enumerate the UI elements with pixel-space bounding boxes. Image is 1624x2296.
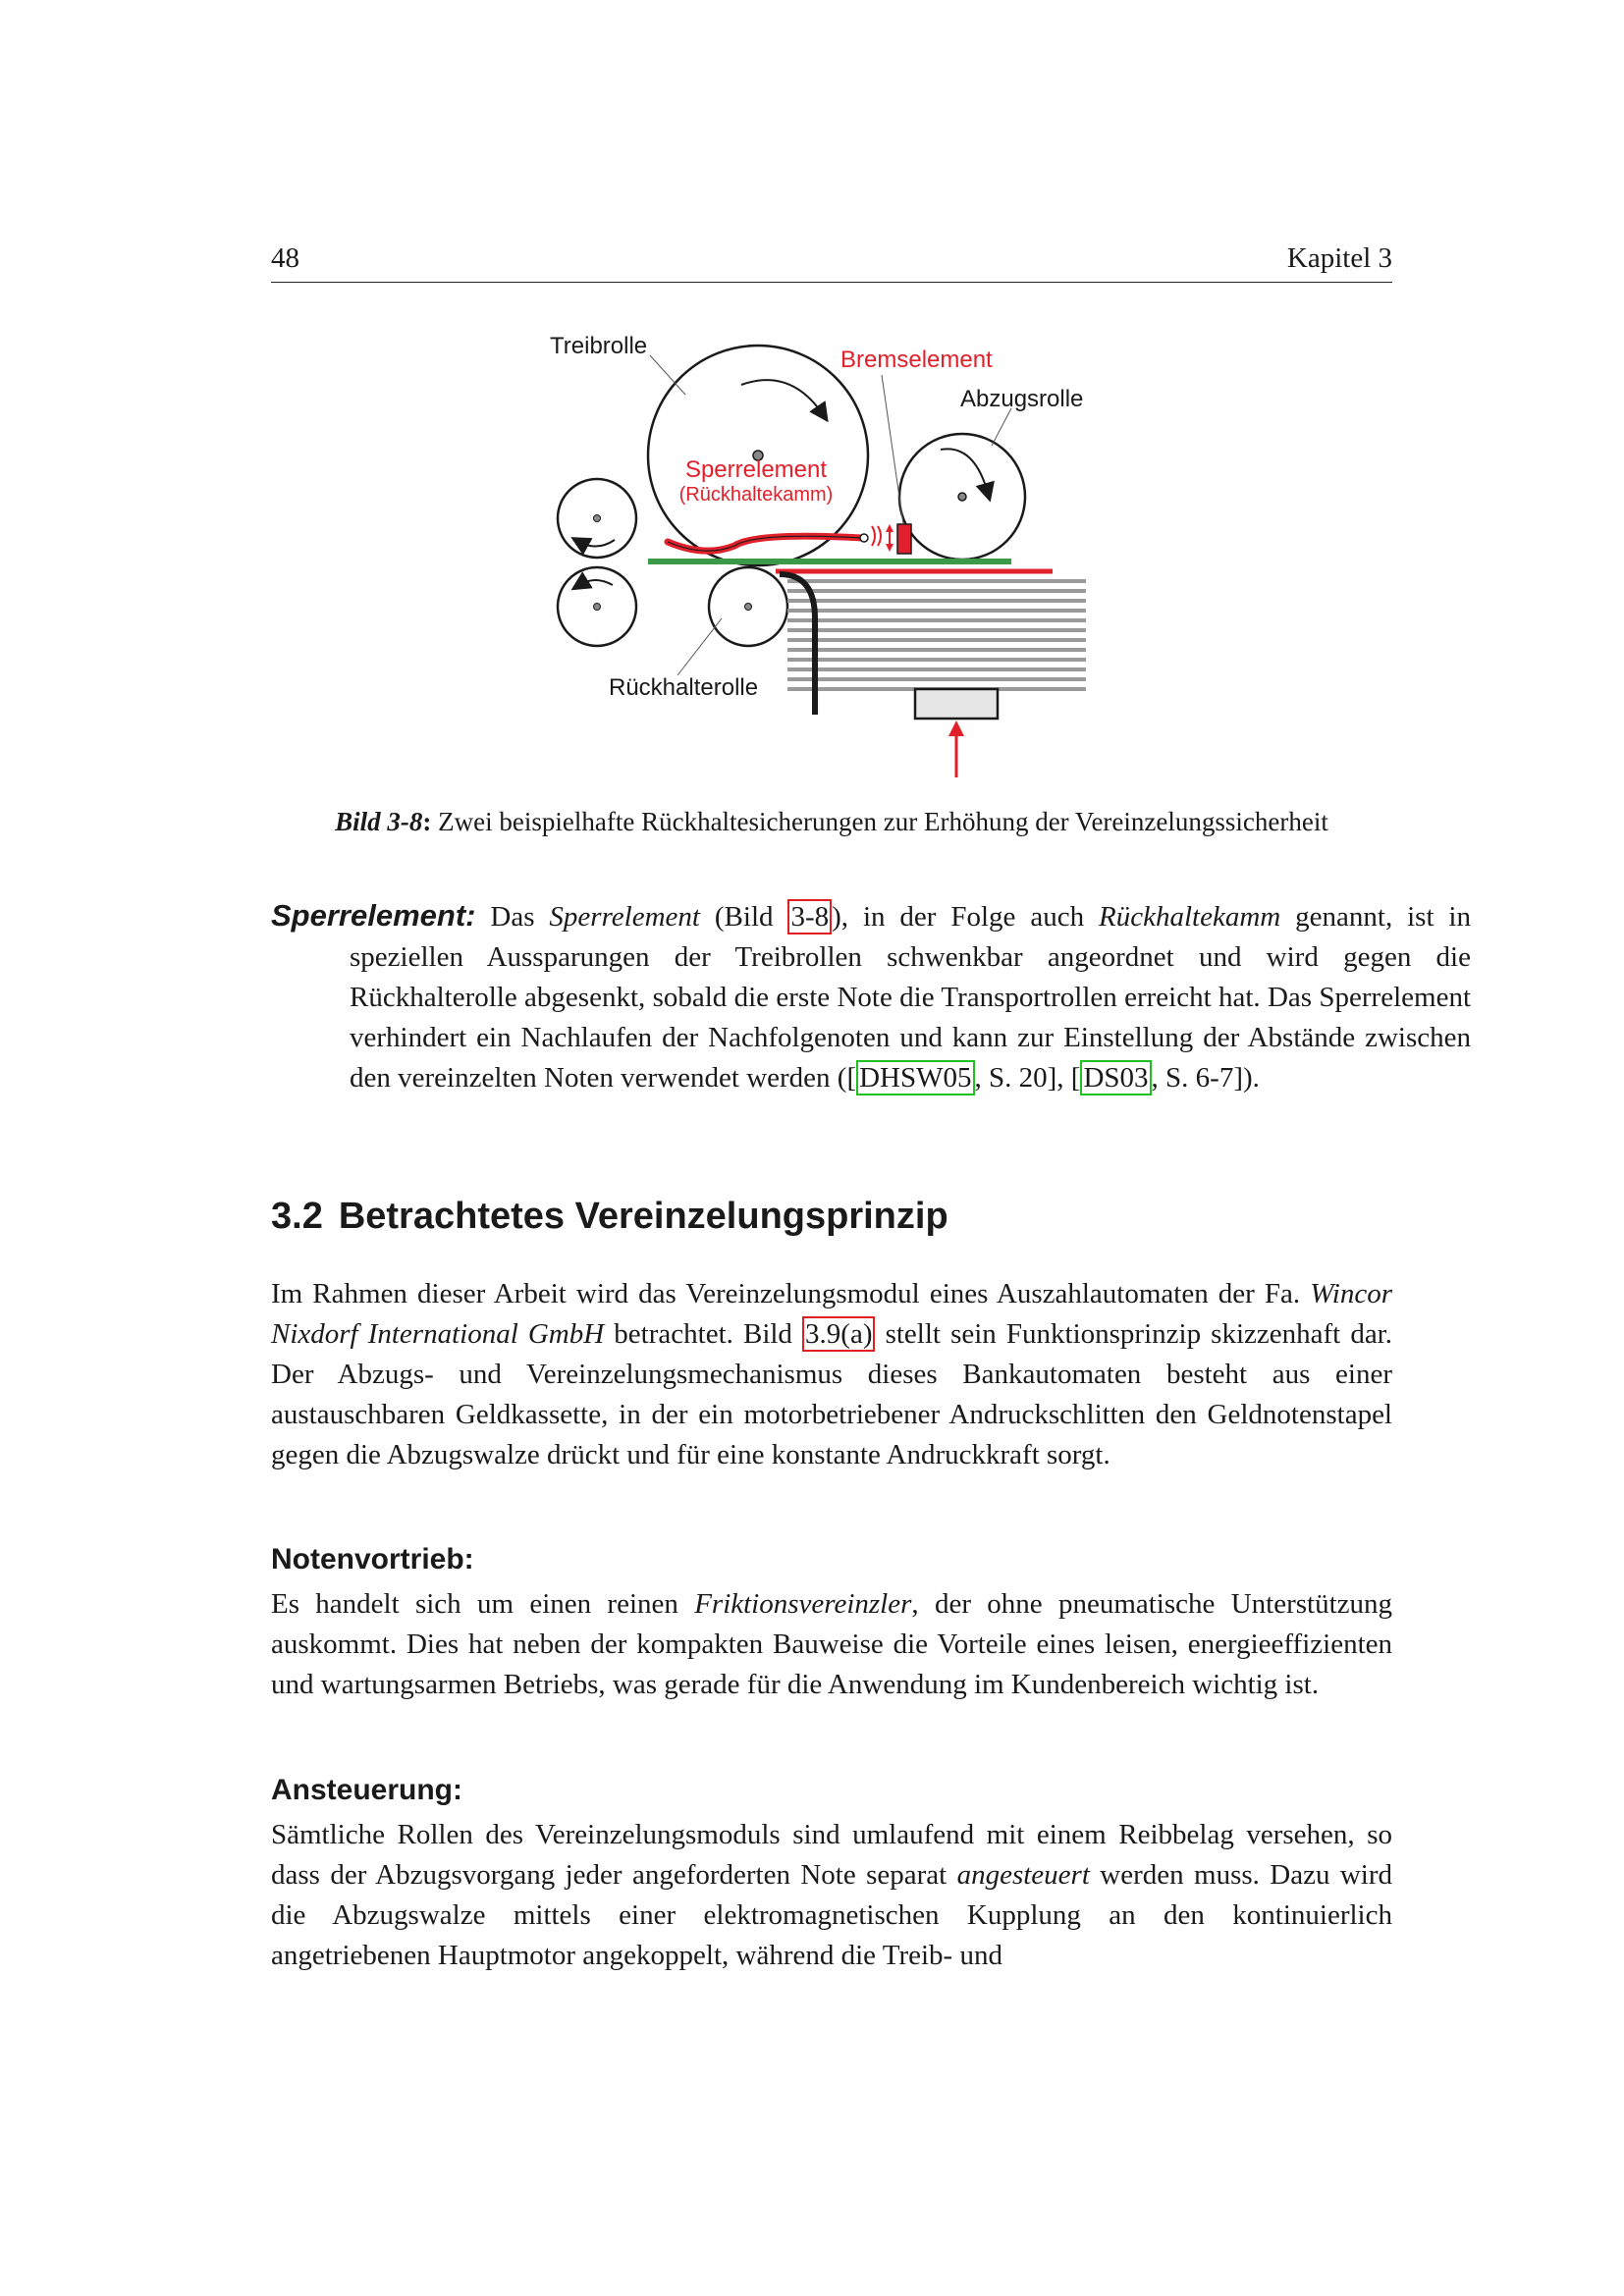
text-run: Im Rahmen dieser Arbeit wird das Vereinzelungsmodul eines Auszahlautomaten der Fa. xyxy=(271,1278,1311,1309)
label-sperrelement: Sperrelement xyxy=(684,456,828,483)
caption-colon: : xyxy=(422,807,432,836)
emphasis: Friktionsvereinzler xyxy=(694,1588,912,1620)
paragraph-notenvortrieb xyxy=(271,1584,1392,1705)
emphasis: Rückhaltekamm xyxy=(1099,901,1281,933)
sperrelement-term: Sperrelement: xyxy=(271,898,476,933)
transport-roller-lower-arrow xyxy=(579,580,613,585)
pressure-plate xyxy=(915,689,998,719)
abzugsrolle-axle xyxy=(958,493,966,501)
paragraph-intro xyxy=(271,1274,1392,1475)
rueckhalterolle-axle xyxy=(745,604,752,611)
leader-rueckhalterolle xyxy=(677,618,722,675)
caption-label: Bild 3-8 xyxy=(335,807,423,836)
emphasis: Sperrelement xyxy=(549,901,700,933)
figure-caption xyxy=(271,807,1392,837)
text-run: Es handelt sich um einen reinen xyxy=(271,1588,695,1620)
emphasis: Wincor Nixdorf International GmbH xyxy=(271,1278,1392,1350)
label-treibrolle: Treibrolle xyxy=(550,333,648,359)
bremselement-block xyxy=(897,524,911,554)
sperrelement-pivot xyxy=(860,534,868,542)
text-run: ), in der Folge auch xyxy=(832,901,1100,933)
section-heading xyxy=(271,1196,948,1238)
caption-text: Zwei beispielhafte Rückhaltesicherungen zur Erhöhung der Vereinzelungssicherheit xyxy=(431,807,1328,836)
label-abzugsrolle: Abzugsrolle xyxy=(960,386,1084,412)
emphasis: angesteuert xyxy=(956,1859,1090,1891)
leader-abzugsrolle xyxy=(992,408,1011,446)
label-bremselement: Bremselement xyxy=(840,347,993,373)
sperrelement-motion-mark-2 xyxy=(878,526,881,546)
abzugsrolle-rotation-arrow xyxy=(941,449,988,493)
chapter-title: Kapitel 3 xyxy=(1286,242,1392,274)
figure-ref-link[interactable]: 3-8 xyxy=(787,899,832,934)
text-run: Sämtliche Rollen des Vereinzelungsmoduls sind umlaufend mit einem Reibbelag versehen, so dass der Abzugsvorgang jeder angeforderten Note separat xyxy=(271,1819,1392,1891)
citation-link[interactable]: DS03 xyxy=(1080,1060,1151,1095)
subheading-notenvortrieb: Notenvortrieb: xyxy=(271,1543,474,1575)
subheading-ansteuerung: Ansteuerung: xyxy=(271,1774,462,1806)
text-run: , S. 20], [ xyxy=(974,1062,1081,1094)
figure-3-8 xyxy=(530,324,1139,795)
sperrelement-motion-mark-1 xyxy=(872,526,875,546)
text-run: stellt sein Funktionsprinzip skizzenhaft dar. Der Abzugs- und Vereinzelungsmechanismus dieses Bankautomaten besteht aus einer austauschbaren Geldkassette, in der ein motorbetriebener Andruckschlitten den Geldnotenstapel gegen die Abzugswalze drückt und für eine konstante Andruckkraft sorgt. xyxy=(271,1318,1392,1470)
leader-treibrolle xyxy=(650,355,685,395)
pressure-arrow-head xyxy=(948,721,964,736)
section-title-text: Betrachtetes Vereinzelungsprinzip xyxy=(338,1196,948,1237)
text-run: , der ohne pneumatische Unterstützung auskommt. Dies hat neben der kompakten Bauweise die Vorteile eines leisen, energieeffizienten und wartungsarmen Betriebs, was gerade für die Anwendung im Kundenbereich wichtig ist. xyxy=(271,1588,1392,1700)
text-run: Das xyxy=(475,901,550,933)
treibrolle-rotation-arrow xyxy=(741,380,823,414)
text-run: (Bild xyxy=(699,901,788,933)
transport-roller-upper-axle xyxy=(594,515,601,522)
text-run: werden muss. Dazu wird die Abzugswalze mittels einer elektromagnetischen Kupplung an den kontinuierlich angetriebenen Hauptmotor angekoppelt, während die Treib- und xyxy=(271,1859,1392,1971)
section-number: 3.2 xyxy=(271,1196,323,1237)
text-run: betrachtet. Bild xyxy=(604,1318,803,1350)
transport-roller-lower-axle xyxy=(594,604,601,611)
text-run: genannt, ist in speziellen Aussparungen der Treibrollen schwenkbar angeordnet und wird gegen die Rückhalterolle abgesenkt, sobald die erste Note die Transportrollen erreicht hat. Das Sperrelement verhindert ein Nachlaufen der Nachfolgenoten und kann zur Einstellung der Abstände zwischen den vereinzelten Noten verwendet werden ([ xyxy=(350,901,1471,1094)
bremselement-arrow-down xyxy=(886,544,893,552)
paragraph-ansteuerung xyxy=(271,1815,1392,1976)
transport-roller-upper-arrow xyxy=(579,540,615,547)
page-number: 48 xyxy=(271,242,299,274)
mechanism-diagram xyxy=(530,324,1139,795)
leader-bremselement xyxy=(882,375,903,524)
running-header xyxy=(271,242,1392,283)
figure-ref-link[interactable]: 3.9(a) xyxy=(802,1316,875,1352)
bremselement-arrow-up xyxy=(886,524,893,532)
label-rueckhaltekamm: (Rückhaltekamm) xyxy=(678,484,834,506)
label-rueckhalterolle: Rückhalterolle xyxy=(609,674,759,701)
sperrelement-paragraph xyxy=(271,895,1471,1098)
citation-link[interactable]: DHSW05 xyxy=(856,1060,974,1095)
note-stack xyxy=(787,581,1086,689)
text-run: , S. 6-7]). xyxy=(1151,1062,1260,1094)
